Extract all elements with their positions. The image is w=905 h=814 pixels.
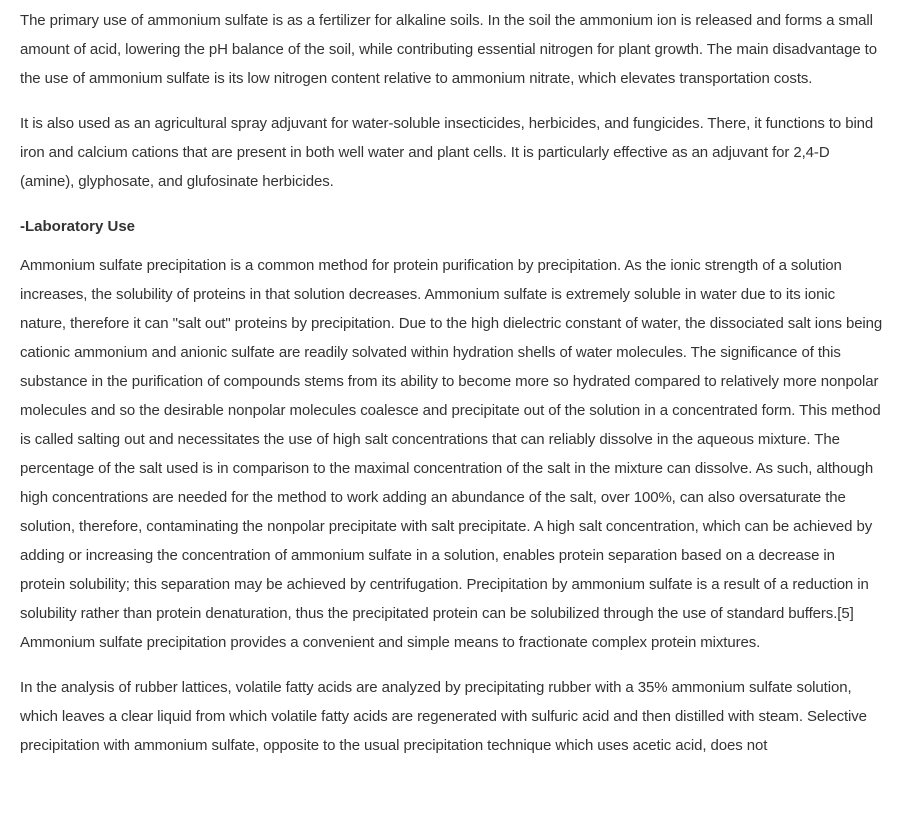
- paragraph-fertilizer-use: The primary use of ammonium sulfate is as a fertilizer for alkaline soils. In the soil the ammonium ion is released and forms a small amount of acid, lowering the pH balance of the soil, while contributing essential nitrogen for plant growth. The main disadvantage to the use of ammonium sulfate is its low nitrogen content relative to ammonium nitrate, which elevates transportation costs.: [20, 12, 877, 87]
- paragraph-spray-adjuvant: It is also used as an agricultural spray adjuvant for water-soluble insecticides, herbicides, and fungicides. There, it functions to bind iron and calcium cations that are present in both well water and plant cells. It is particularly effective as an adjuvant for 2,4-D (amine), glyphosate, and glufosinate herbicides.: [20, 115, 874, 190]
- section-heading-laboratory-use: -Laboratory Use: [20, 218, 136, 235]
- paragraph-protein-precipitation: Ammonium sulfate precipitation is a common method for protein purification by precipitation. As the ionic strength of a solution increases, the solubility of proteins in that solution decreases. Ammonium sulfate is extremely soluble in water due to its ionic nature, therefore it can "salt out" proteins by precipitation. Due to the high dielectric constant of water, the dissociated salt ions being cationic ammonium and anionic sulfate are readily solvated within hydration shells of water molecules. The significance of this substance in the purification of compounds stems from its ability to become more so hydrated compared to relatively more nonpolar molecules and so the desirable nonpolar molecules coalesce and precipitate out of the solution in a concentrated form. This method is called salting out and necessitates the use of high salt concentrations that can reliably dissolve in the aqueous mixture. The percentage of the salt used is in comparison to the maximal concentration of the salt in the mixture can dissolve. As such, although high concentrations are needed for the method to work adding an abundance of the salt, over 100%, can also oversaturate the solution, therefore, contaminating the nonpolar precipitate with salt precipitate. A high salt concentration, which can be achieved by adding or increasing the concentration of ammonium sulfate in a solution, enables protein separation based on a decrease in protein solubility; this separation may be achieved by centrifugation. Precipitation by ammonium sulfate is a result of a reduction in solubility rather than protein denaturation, thus the precipitated protein can be solubilized through the use of standard buffers.[5] Ammonium sulfate precipitation provides a convenient and simple means to fractionate complex protein mixtures.: [20, 257, 883, 651]
- paragraph-rubber-lattices: In the analysis of rubber lattices, volatile fatty acids are analyzed by precipitating rubber with a 35% ammonium sulfate solution, which leaves a clear liquid from which volatile fatty acids are regenerated with sulfuric acid and then distilled with steam. Selective precipitation with ammonium sulfate, opposite to the usual precipitation technique which uses acetic acid, does not: [20, 679, 867, 754]
